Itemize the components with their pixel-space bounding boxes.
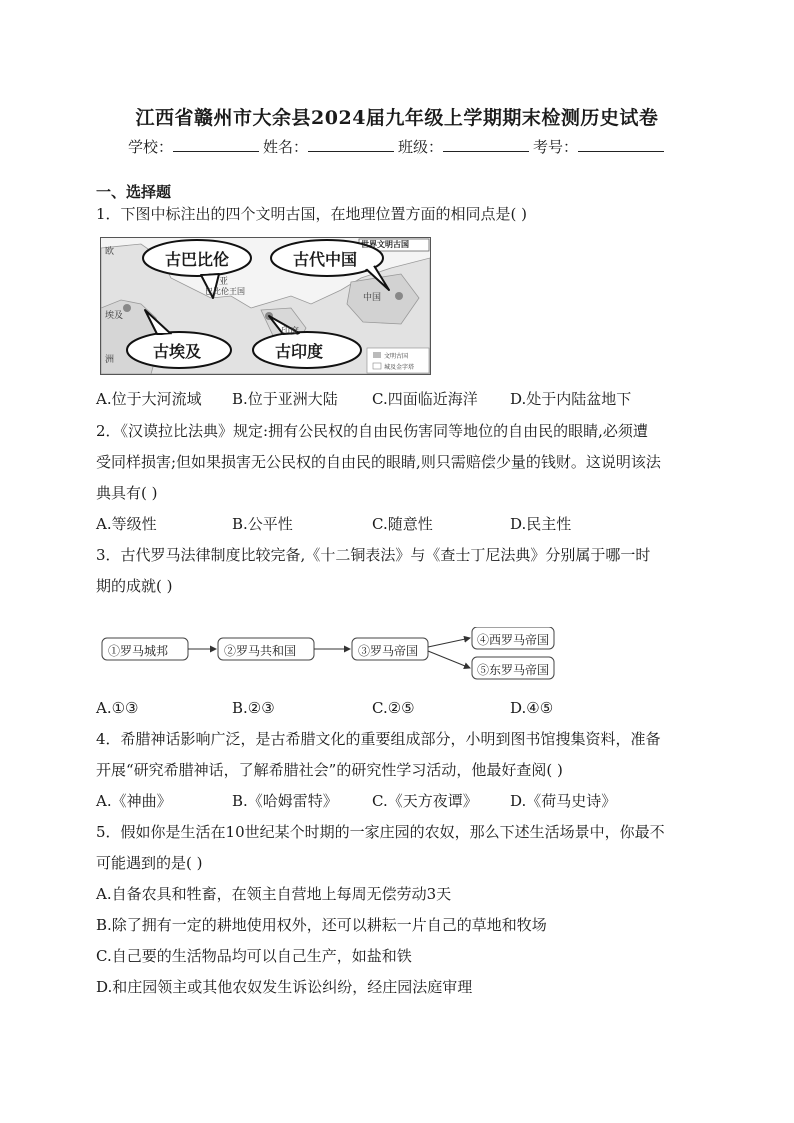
q1-option-a[interactable]: A.位于大河流域 <box>96 390 202 408</box>
q5-line-2: 可能遇到的是( ) <box>96 854 203 872</box>
q4-option-d[interactable]: D.《荷马史诗》 <box>510 792 617 810</box>
q3-option-b[interactable]: B.②③ <box>232 699 275 717</box>
q1-option-c[interactable]: C.四面临近海洋 <box>372 390 478 408</box>
q5-option-d[interactable]: D.和庄园领主或其他农奴发生诉讼纠纷，经庄园法庭审理 <box>96 978 473 996</box>
name-blank[interactable] <box>308 137 394 152</box>
bubble-label-india: 古印度 <box>275 342 324 361</box>
q2-option-d[interactable]: D.民主性 <box>510 515 572 533</box>
map-label-africa: 洲 <box>105 355 115 365</box>
bubble-label-china: 古代中国 <box>293 250 358 269</box>
flow-label-5: ⑤东罗马帝国 <box>477 663 550 677</box>
q4-option-b[interactable]: B.《哈姆雷特》 <box>232 792 338 810</box>
legend-item-pyramid: 城及金字塔 <box>384 364 415 371</box>
q4-option-a[interactable]: A.《神曲》 <box>96 792 172 810</box>
q3-line-2: 期的成就( ) <box>96 577 173 595</box>
school-label: 学校： <box>127 138 173 156</box>
q3-option-c[interactable]: C.②⑤ <box>372 699 415 717</box>
exam-no-blank[interactable] <box>578 137 664 152</box>
legend-item-civilization: 文明古国 <box>384 353 409 360</box>
q1-map-figure <box>100 237 431 375</box>
q4-option-c[interactable]: C.《天方夜谭》 <box>372 792 478 810</box>
q2-line-3: 典具有( ) <box>96 484 158 502</box>
q5-option-a[interactable]: A.自备农具和牲畜，在领主自营地上每周无偿劳动3天 <box>96 885 452 903</box>
flow-label-3: ③罗马帝国 <box>358 644 419 658</box>
class-label: 班级： <box>398 138 444 156</box>
map-dot-china <box>395 292 403 300</box>
q2-option-a[interactable]: A.等级性 <box>96 515 157 533</box>
q2-line-2: 受同样损害;但如果损害无公民权的自由民的眼睛,则只需赔偿少量的钱财。这说明该法 <box>96 453 661 471</box>
map-label-europe: 欧 <box>105 247 115 257</box>
bubble-label-babylon: 古巴比伦 <box>165 250 230 269</box>
exam-no-label: 考号： <box>533 138 579 156</box>
student-info-row <box>0 136 794 157</box>
q1-option-d[interactable]: D.处于内陆盆地下 <box>510 390 632 408</box>
q5-option-b[interactable]: B.除了拥有一定的耕地使用权外，还可以耕耘一片自己的草地和牧场 <box>96 916 547 934</box>
map-dot-egypt <box>123 304 131 312</box>
map-label-egypt: 埃及 <box>105 311 124 321</box>
class-blank[interactable] <box>443 137 529 152</box>
flow-label-4: ④西罗马帝国 <box>477 633 550 647</box>
flow-label-2: ②罗马共和国 <box>224 644 297 658</box>
q4-line-1: 4．希腊神话影响广泛，是古希腊文化的重要组成部分，小明到图书馆搜集资料，准备 <box>96 730 661 748</box>
map-label-india: 印度 <box>281 327 300 337</box>
school-blank[interactable] <box>173 137 259 152</box>
q1-stem: 1．下图中标注出的四个文明古国，在地理位置方面的相同点是( ) <box>96 205 528 223</box>
q5-line-1: 5．假如你是生活在10世纪某个时期的一家庄园的农奴，那么下述生活场景中，你最不 <box>96 823 665 841</box>
map-label-babylon-kingdom: 巴比伦王国 <box>205 287 245 296</box>
exam-title: 江西省赣州市大余县2024届九年级上学期期末检测历史试卷 <box>135 107 659 129</box>
q3-line-1: 3．古代罗马法律制度比较完备,《十二铜表法》与《查士丁尼法典》分别属于哪一时 <box>96 546 651 564</box>
map-title: 世界文明古国 <box>361 240 409 249</box>
q3-option-a[interactable]: A.①③ <box>96 699 139 717</box>
q1-option-b[interactable]: B.位于亚洲大陆 <box>232 390 338 408</box>
flow-label-1: ①罗马城邦 <box>108 644 169 658</box>
bubble-label-egypt: 古埃及 <box>153 342 202 361</box>
q2-option-b[interactable]: B.公平性 <box>232 515 293 533</box>
name-label: 姓名： <box>262 138 308 156</box>
q2-option-c[interactable]: C.随意性 <box>372 515 433 533</box>
q3-flow-diagram <box>100 627 560 681</box>
q2-line-1: 2．《汉谟拉比法典》规定:拥有公民权的自由民伤害同等地位的自由民的眼睛,必须遭 <box>96 422 648 440</box>
flow-arrow-3 <box>428 638 470 647</box>
q5-option-c[interactable]: C.自己要的生活物品均可以自己生产，如盐和铁 <box>96 947 412 965</box>
q4-line-2: 开展“研究希腊神话，了解希腊社会”的研究性学习活动，他最好查阅( ) <box>96 761 563 779</box>
q3-option-d[interactable]: D.④⑤ <box>510 699 554 717</box>
section-heading: 一、选择题 <box>96 183 172 201</box>
flow-arrow-4 <box>428 651 470 668</box>
map-label-china: 中国 <box>363 293 382 303</box>
map-label-asia: 亚 <box>219 277 229 287</box>
